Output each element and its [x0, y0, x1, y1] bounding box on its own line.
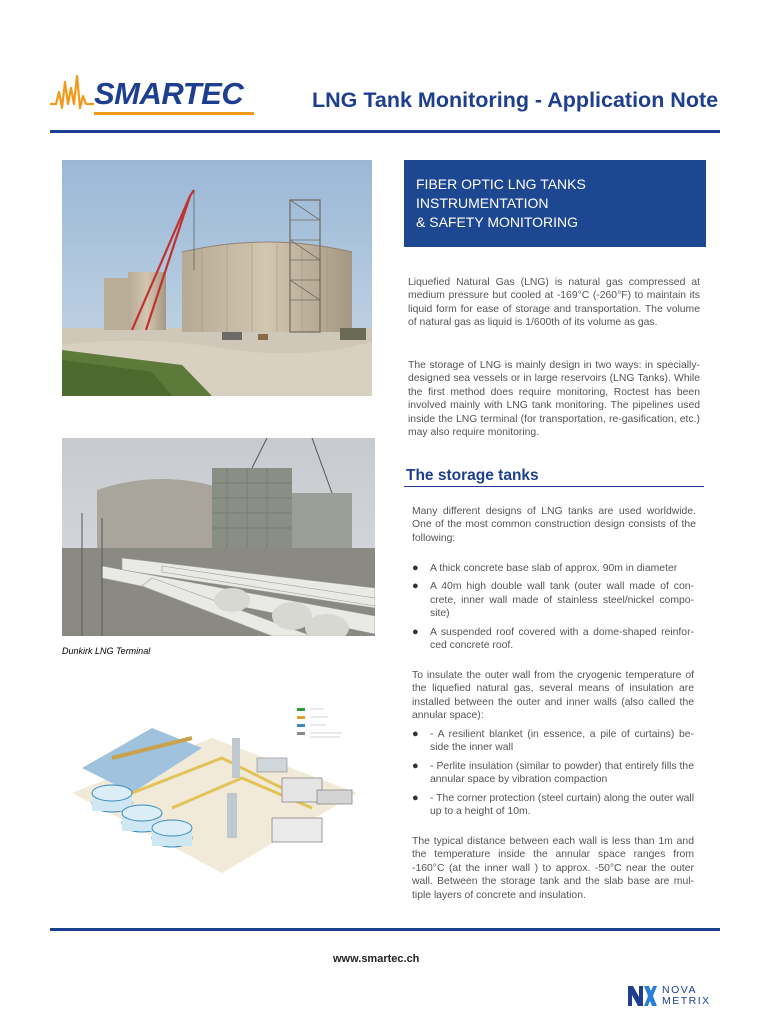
bullet-icon: ● [412, 759, 419, 772]
banner-line-2: INSTRUMENTATION [416, 195, 549, 211]
dunkirk-terminal-photo [62, 438, 375, 636]
list-item: ● - The corner protection (steel curtain) along the outer wall up to a height of 10m. [412, 791, 694, 818]
section-divider [404, 486, 704, 487]
lng-tanks-construction-photo [62, 160, 372, 396]
list-item: ● A thick concrete base slab of approx. 90m in diameter [412, 562, 678, 574]
signal-wave-icon [50, 74, 96, 114]
nx-logo-icon [627, 984, 657, 1008]
lng-terminal-diagram [62, 698, 362, 878]
nova-text: NOVA [662, 984, 697, 996]
photo-caption: Dunkirk LNG Terminal [62, 646, 151, 656]
novametrix-logo [627, 984, 727, 1010]
logo-underline [94, 112, 254, 115]
footer-divider [50, 928, 720, 931]
smartec-logo [50, 72, 260, 116]
website-link[interactable]: www.smartec.ch [333, 953, 420, 965]
closing-paragraph: The typical distance between each wall is less than 1m and the temperature inside the annular space ranges from -160°C (at the inner wall ) to approx. -50°C near the outer wall. Between the storage tank and the slab base are mul-tiple layers of concrete and insulation. [412, 836, 694, 901]
metrix-text: METRIX [662, 995, 711, 1007]
logo-wordmark: SMARTEC [94, 76, 244, 111]
list-item: ● A suspended roof covered with a dome-shaped reinfor-ced concrete roof. [412, 625, 694, 652]
bullet-icon: ● [412, 562, 419, 574]
bullet-icon: ● [412, 580, 419, 593]
bullet-icon: ● [412, 728, 419, 740]
intro-paragraph-1: Liquefied Natural Gas (LNG) is natural gas compressed at medium pressure but cooled at -169°C (-260°F) to maintain its liquid form for ease of storage and transportation. The volume of natural gas as liquid is 1/600th of its volume as gas. [408, 277, 700, 329]
banner-line-1: FIBER OPTIC LNG TANKS [416, 176, 586, 192]
insulation-bullet-list [412, 728, 694, 823]
design-bullet-list [412, 562, 694, 657]
insulation-lead-paragraph: To insulate the outer wall from the cryogenic temperature of the liquefied natural gas, several means of insulation are installed between the outer and inner walls (also called the annular space): [412, 670, 694, 722]
list-item: ● - Perlite insulation (similar to powder) that entirely fills the annular space by vibration compaction [412, 759, 694, 786]
bullet-icon: ● [412, 625, 419, 638]
storage-lead-paragraph: Many different designs of LNG tanks are used worldwide. One of the most common construction design consists of the following: [412, 506, 696, 544]
banner-line-3: & SAFETY MONITORING [416, 214, 579, 230]
page-title: LNG Tank Monitoring - Application Note [312, 88, 719, 112]
intro-paragraph-2: The storage of LNG is mainly design in two ways: in specially-designed sea vessels or in large reservoirs (LNG Tanks). While the first method does require monitoring, Roctest has been involved mainly with LNG tank monitoring. The pipelines used inside the LNG terminal (for transportation, re-gasification, etc.) may also require monitoring. [408, 360, 700, 439]
bullet-icon: ● [412, 791, 419, 804]
header-divider [50, 130, 720, 133]
list-item: ● - A resilient blanket (in essence, a pile of curtains) be-side the inner wall [412, 728, 694, 754]
list-item: ● A 40m high double wall tank (outer wall made of con-crete, inner wall made of stainless steel/nickel compo-site) [412, 580, 694, 620]
section-title: The storage tanks [406, 467, 539, 484]
section-banner [404, 160, 706, 247]
